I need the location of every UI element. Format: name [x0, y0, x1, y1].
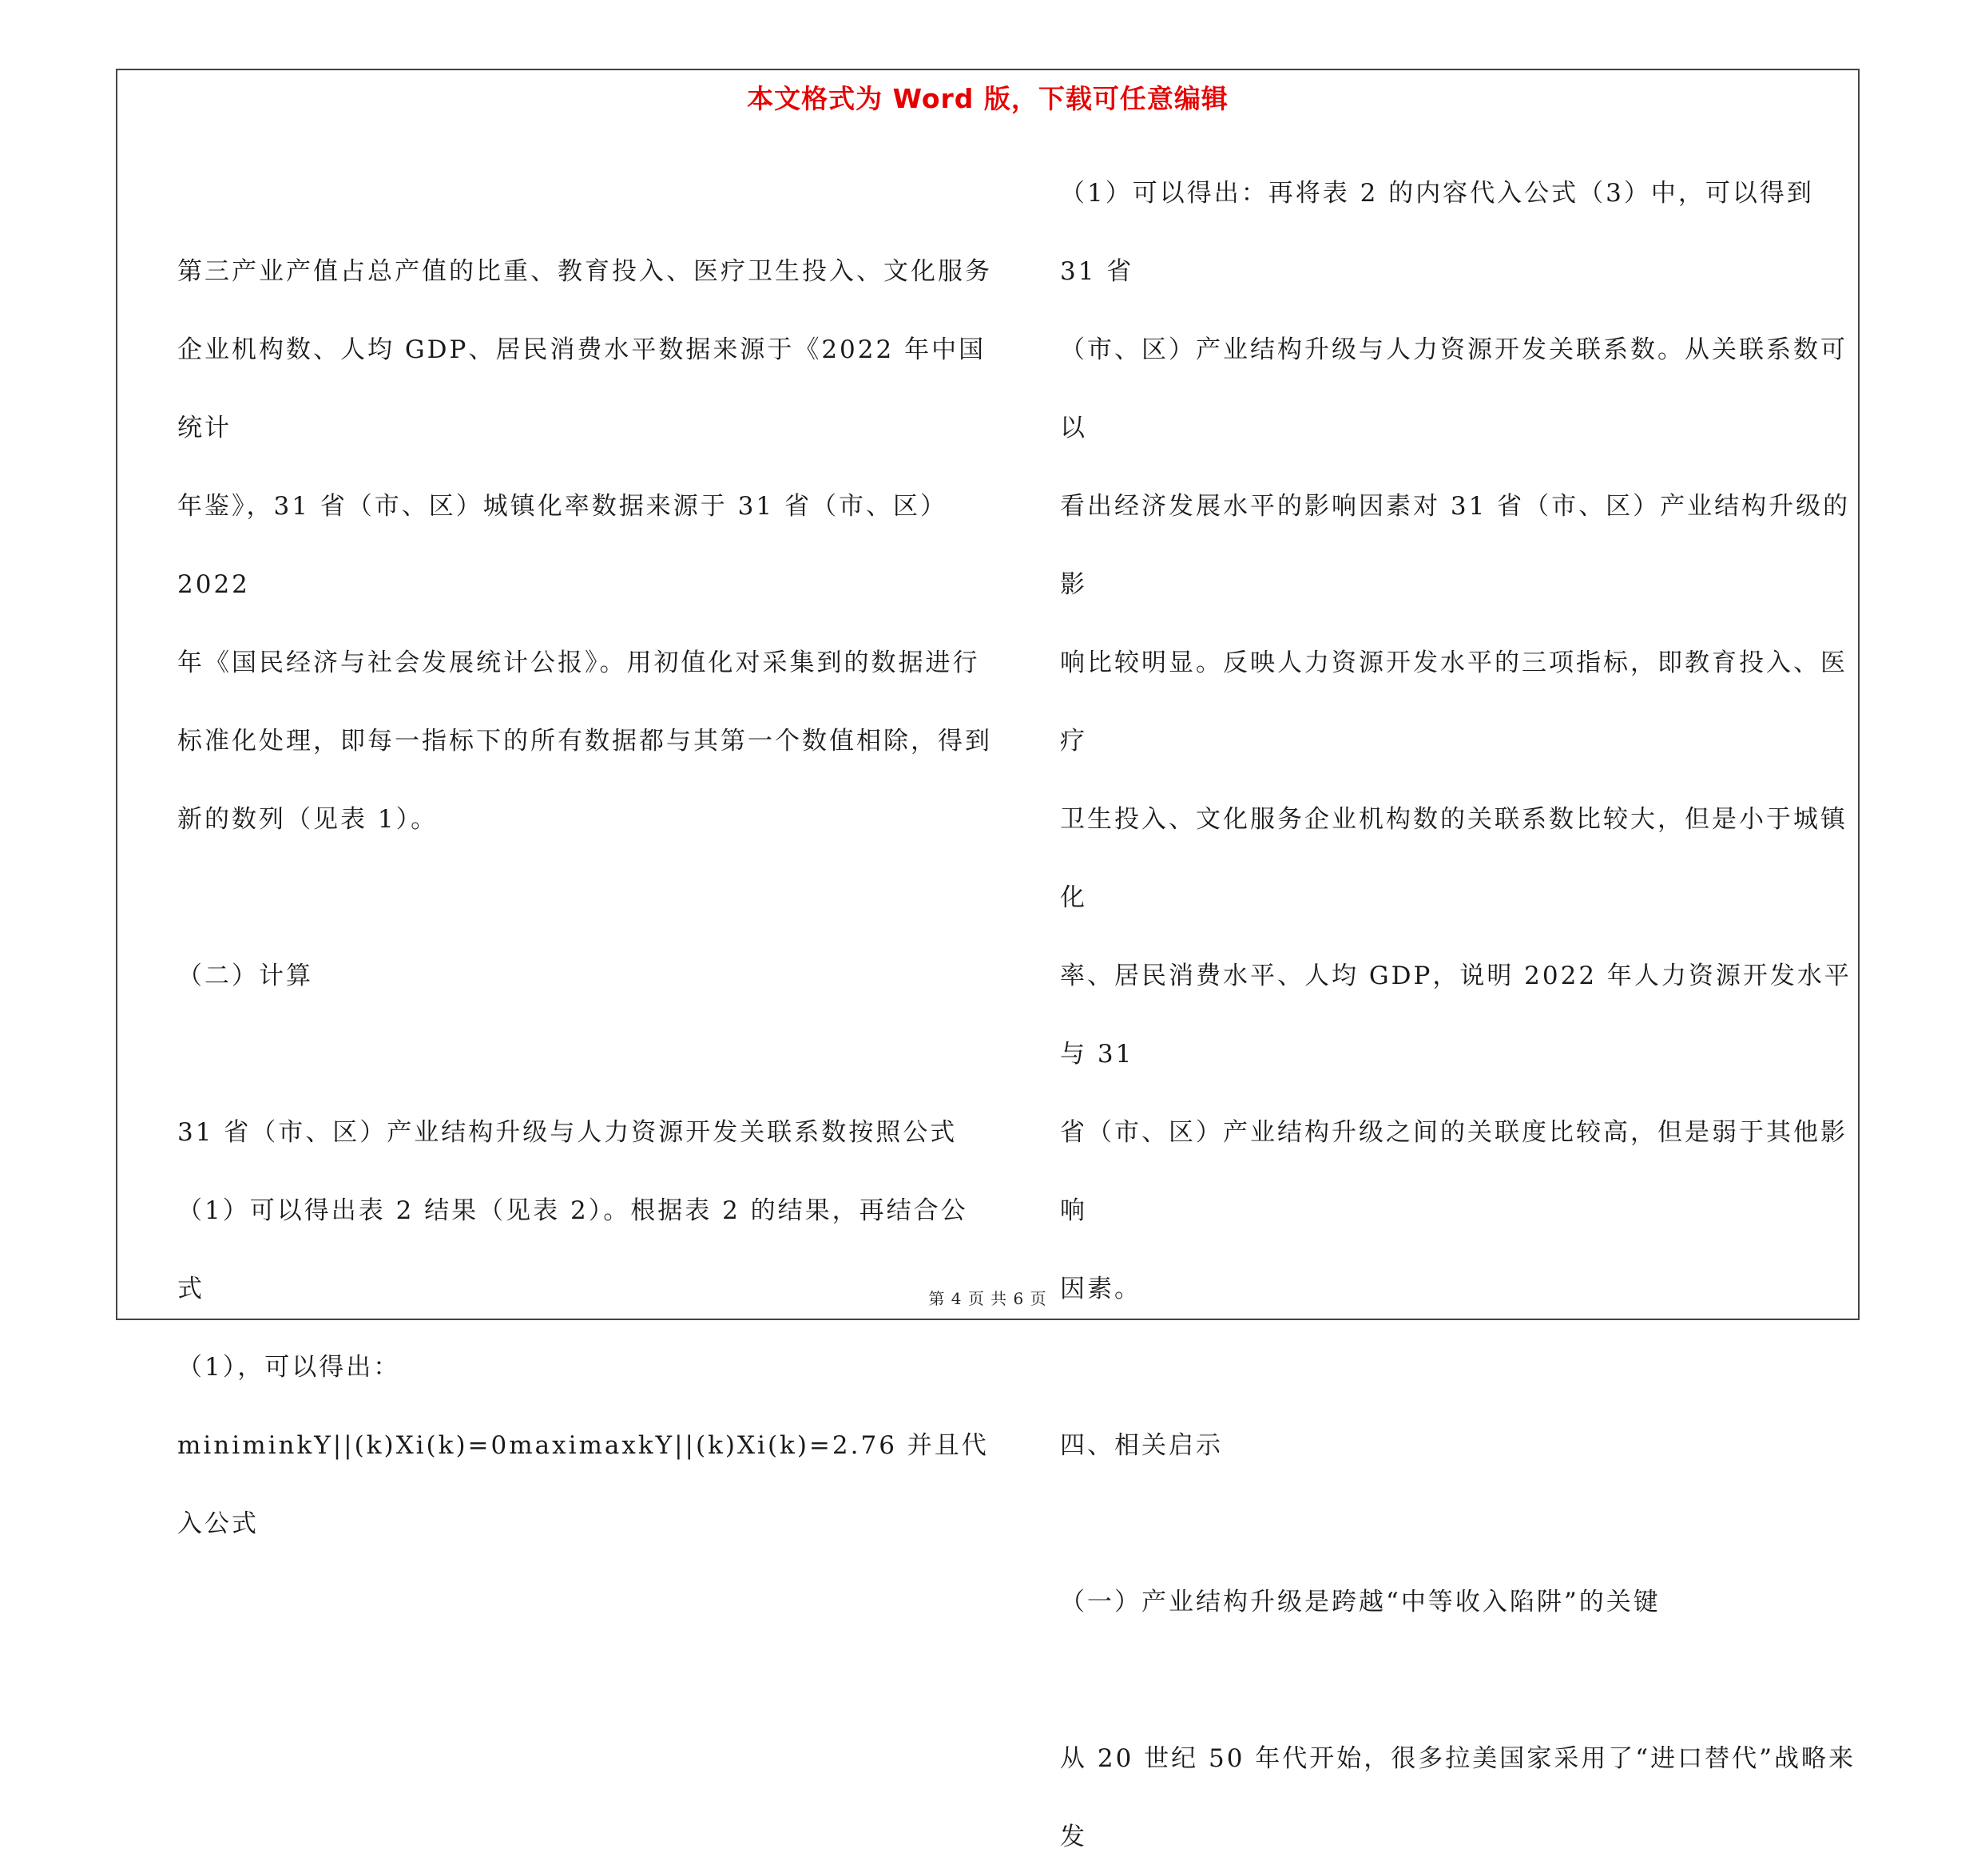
paragraph-line: 省（市、区）产业结构升级之间的关联度比较高，但是弱于其他影响	[1060, 1118, 1848, 1225]
section-heading: （二）计算	[177, 962, 313, 990]
paragraph-line: 年《国民经济与社会发展统计公报》。用初值化对采集到的数据进行	[177, 648, 980, 677]
paragraph-line: 因素。	[1060, 1275, 1141, 1303]
paragraph-line: 新的数列（见表 1）。	[177, 805, 439, 834]
section-heading: 四、相关启示	[1060, 1431, 1223, 1460]
paragraph-line: 第三产业产值占总产值的比重、教育投入、医疗卫生投入、文化服务	[177, 257, 992, 286]
paragraph-line: （1）可以得出：再将表 2 的内容代入公式（3）中，可以得到 31 省	[1060, 179, 1814, 286]
paragraph-line	[177, 1015, 992, 1093]
subsection-heading: （一）产业结构升级是跨越“中等收入陷阱”的关键	[1060, 1588, 1661, 1616]
paragraph-line: 年鉴》，31 省（市、区）城镇化率数据来源于 31 省（市、区）2022	[177, 492, 947, 599]
paragraph-line: 标准化处理，即每一指标下的所有数据都与其第一个数值相除，得到	[177, 727, 992, 756]
right-column	[1060, 154, 1859, 1876]
paragraph-line: 卫生投入、文化服务企业机构数的关联系数比较大，但是小于城镇化	[1060, 805, 1848, 912]
paragraph-line	[1060, 1485, 1859, 1563]
paragraph-line: 响比较明显。反映人力资源开发水平的三项指标，即教育投入、医疗	[1060, 648, 1848, 756]
paragraph-line	[1060, 1328, 1859, 1406]
paragraph-line: 31 省（市、区）产业结构升级与人力资源开发关联系数按照公式	[177, 1118, 958, 1147]
paragraph-line	[1060, 1641, 1859, 1719]
paragraph-line	[177, 859, 992, 937]
paragraph-line	[177, 154, 992, 232]
paragraph-line: （1）可以得出表 2 结果（见表 2）。根据表 2 的结果，再结合公式	[177, 1196, 968, 1303]
paragraph-line: 率、居民消费水平、人均 GDP，说明 2022 年人力资源开发水平与 31	[1060, 962, 1852, 1069]
page-frame	[116, 69, 1860, 1851]
paragraph-line: 企业机构数、人均 GDP、居民消费水平数据来源于《2022 年中国统计	[177, 335, 987, 442]
left-column	[177, 154, 992, 1563]
page-number-footer: 第 4 页 共 6 页	[928, 1289, 1047, 1308]
word-format-banner: 本文格式为 Word 版，下载可任意编辑	[747, 83, 1229, 114]
paragraph-line: 看出经济发展水平的影响因素对 31 省（市、区）产业结构升级的影	[1060, 492, 1851, 599]
paragraph-line: 从 20 世纪 50 年代开始，很多拉美国家采用了“进口替代”战略来发	[1060, 1744, 1856, 1851]
paragraph-line: （1），可以得出：	[177, 1353, 401, 1382]
formula-line: miniminkY||(k)Xi(k)=0maximaxkY||(k)Xi(k)=2.76 并且代入公式	[177, 1431, 989, 1538]
paragraph-line: （市、区）产业结构升级与人力资源开发关联系数。从关联系数可以	[1060, 335, 1848, 442]
